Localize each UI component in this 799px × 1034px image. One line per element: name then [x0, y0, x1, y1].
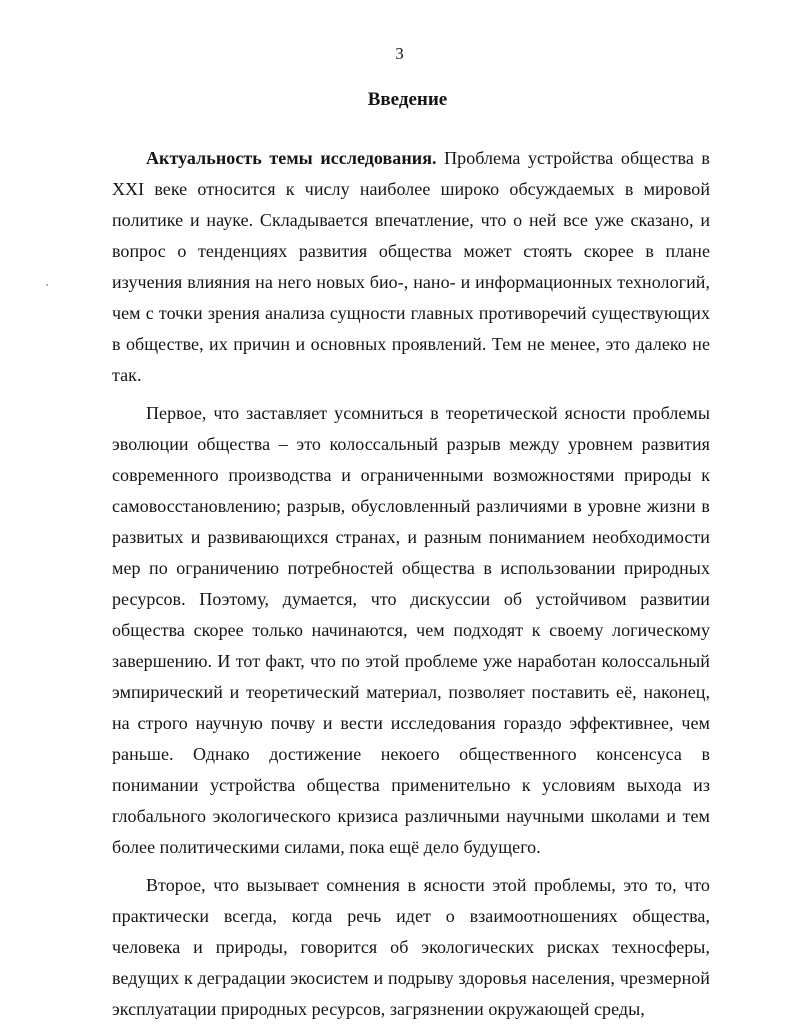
paragraph-first-point: Первое, что заставляет усомниться в теоретической ясности проблемы эволюции общества – это колоссальный разрыв между уровнем развития современного производства и ограниченными возможностями природы к самовосстановлению; разрыв, обусловленный различиями в уровне жизни в развитых и развивающихся странах, и разным пониманием необходимости мер по ограничению потребностей общества в использовании природных ресурсов. Поэтому, думается, что дискуссии об устойчивом развитии общества скорее только начинаются, чем подходят к своему логическому завершению. И тот факт, что по этой проблеме уже наработан колоссальный эмпирический и теоретический материал, позволяет поставить её, наконец, на строго научную почву и вести исследования гораздо эффективнее, чем раньше. Однако достижение некоего общественного консенсуса в понимании устройства общества применительно к условиям выхода из глобального экологического кризиса различными научными школами и тем более политическими силами, пока ещё дело будущего. — [112, 403, 710, 857]
paragraph-relevance — [112, 143, 710, 391]
page-number: 3 — [395, 44, 404, 63]
section-heading: Введение — [367, 89, 448, 110]
paragraph-second-point: Второе, что вызывает сомнения в ясности этой проблемы, это то, что практически всегда, когда речь идет о взаимоотношениях общества, человека и природы, говорится об экологических рисках техносферы, ведущих к деградации экосистем и подрыву здоровья населения, чрезмерной эксплуатации природных ресурсов, загрязнении окружающей среды, — [112, 875, 710, 1019]
body-text — [112, 143, 710, 1025]
scan-speck — [46, 284, 48, 286]
paragraph-lead: Актуальность темы исследования. — [146, 148, 437, 168]
paragraph-text: Проблема устройства общества в XXI веке относится к числу наиболее широко обсуждаемых в мировой политике и науке. Складывается впечатление, что о ней все уже сказано, и вопрос о тенденциях развития общества может стоять скорее в плане изучения влияния на него новых био-, нано- и информационных технологий, чем с точки зрения анализа сущности главных противоречий существующих в обществе, их причин и основных проявлений. Тем не менее, это далеко не так. — [112, 148, 710, 385]
